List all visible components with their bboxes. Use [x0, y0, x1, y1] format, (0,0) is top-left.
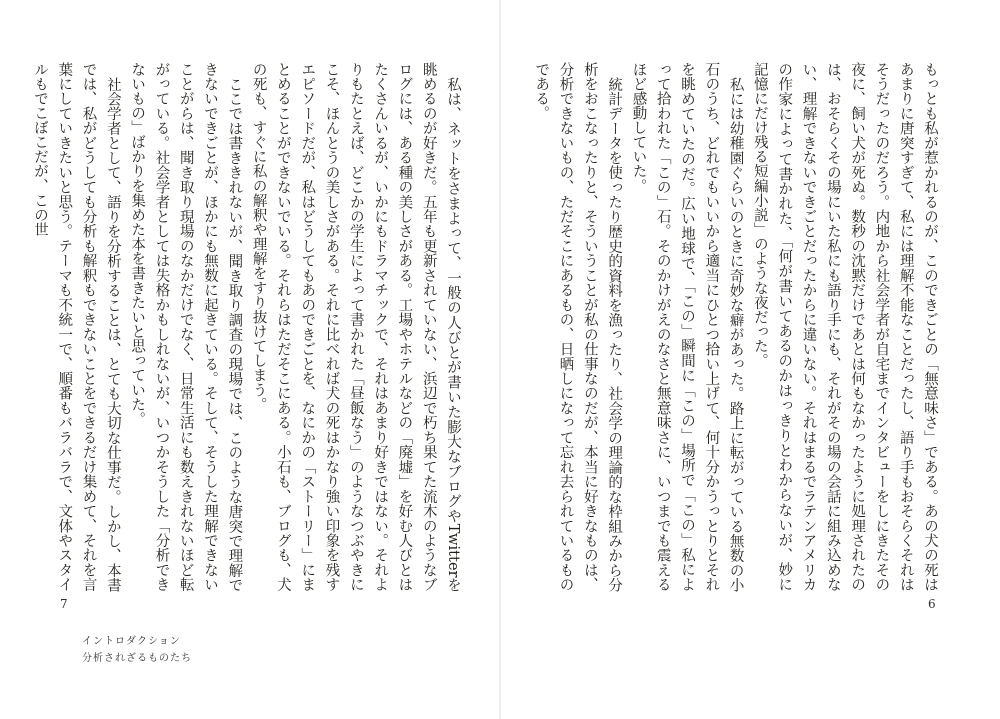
page-number-right: 6 — [928, 597, 936, 611]
running-head — [82, 633, 192, 667]
right-page-body — [412, 62, 942, 592]
running-head-chapter: 分析されざるものたち — [82, 653, 192, 664]
right-page — [500, 0, 1000, 719]
paragraph: 私は、ネットをさまよって、一般の人びとが書いた膨大なブログやTwitterを眺めるのが好きだ。五年も更新されていない、浜辺で朽ち果てた流木のようなブログには、ある種の美しさがある。工場やホテルなどの「廃墟」を好む人びとはたくさんいるが、いかにもドラマチックで、それはあまり好きではない。それよりもたとえば、どこかの学生によって書かれた「昼飯なう」のようなつぶやきにこそ、ほんとうの美しさがある。それに比べれば犬の死はかなり強い印象を残すエピソードだが、私はどうしてもあのできごとを、なにかの「ストーリー」にまとめることができないでいる。それらはただそこにある。小石も、ブログも、犬の死も、すぐに私の解釈や理解をすり抜けてしまう。 — [250, 62, 461, 592]
paragraph: 社会学者として、語りを分析することは、とても大切な仕事だ。しかし、本書では、私がどうしても分析も解釈もできないことをできるだけ集めて、それを言葉にしていきたいと思う。テーマも不統一で、順番もバラバラで、文体やスタイルもでこぼこだが、この世 — [31, 62, 121, 592]
paragraph: 統計データを使ったり歴史的資料を漁ったり、社会学の理論的な枠組みから分析をおこなったりと、そういうことが私の仕事なのだが、本当に好きなものは、分析できないもの、ただそこにあるもの、日晒しになって忘れ去られているものである。 — [533, 62, 623, 592]
running-head-section: イントロダクション — [82, 636, 181, 647]
paragraph: 私には幼稚園ぐらいのときに奇妙な癖があった。路上に転がっている無数の小石のうち、どれでもいいから適当にひとつ拾い上げて、何十分かうっとりとそれを眺めていたのだ。広い地球で、「この」瞬間に「この」場所で「この」私によって拾われた「この」石。そのかけがえのなさと無意味さに、いつまでも震えるほど感動していた。 — [630, 62, 744, 592]
paragraph: もっとも私が惹かれるのが、このできごとの「無意味さ」である。あの犬の死はあまりに唐突すぎて、私には理解不能なことだったし、語り手もおそらくそれはそうだったのだろう。内地から社会学者が自宅までインタビューをしにきたその夜に、飼い犬が死ぬ。数秒の沈黙だけであとは何もなかったように処理されたのは、おそらくその場にいた私にも語り手にも、それがその場の会話に組み込めない、理解できないできごとだったからに違いない。それはまるでラテンアメリカの作家によって書かれた、「何が書いてあるのかはっきりとわからないが、妙に記憶にだけ残る短編小説」のような夜だった。 — [751, 62, 938, 592]
paragraph: ここでは書ききれないが、聞き取り調査の現場では、このような唐突で理解できないできごとが、ほかにも無数に起きている。そして、そうした理解できないことがらは、聞き取り現場のなかだけでなく、日常生活にも数えきれないほど転がっている。社会学者としては失格かもしれないが、いつかそうした「分析できないもの」ばかりを集めた本を書きたいと思っていた。 — [129, 62, 243, 592]
left-page-body — [31, 62, 465, 592]
page-number-left: 7 — [60, 597, 68, 611]
